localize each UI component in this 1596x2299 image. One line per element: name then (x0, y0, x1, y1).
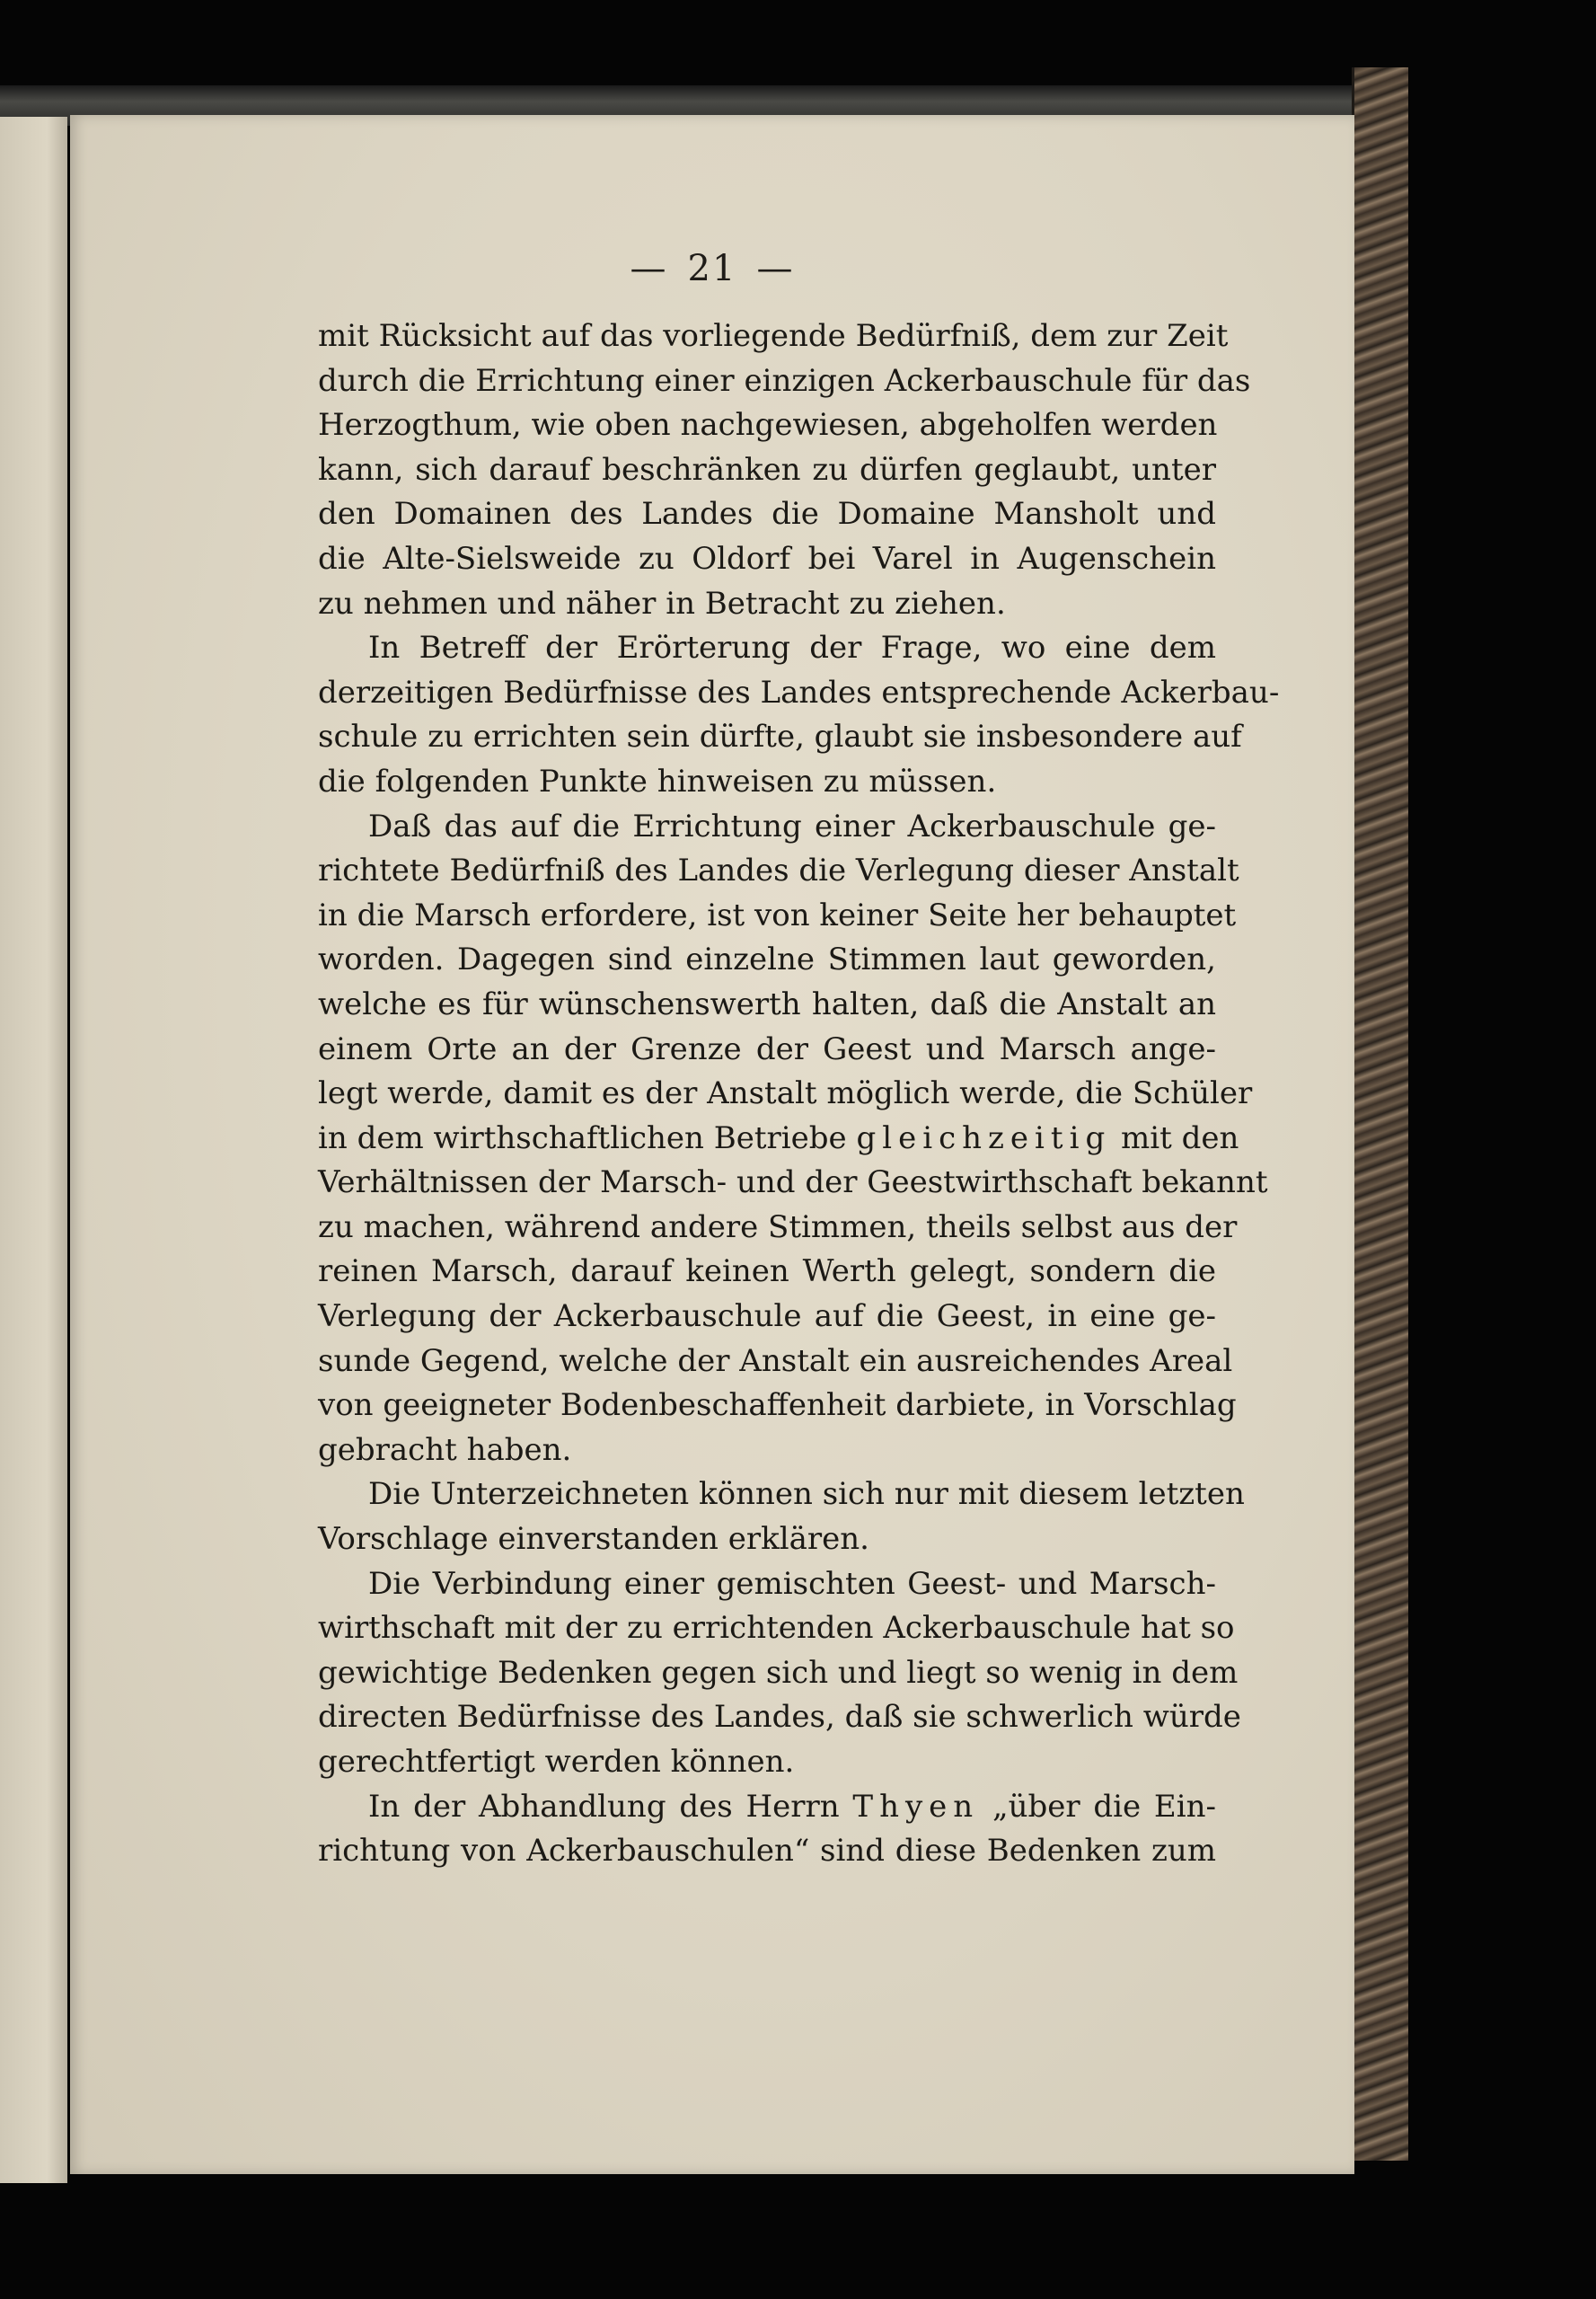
text-line: derzeitigen Bedürfnisse des Landes entsprechende Ackerbau- (318, 674, 1280, 711)
text-line: Die Verbindung einer gemischten Geest- und Marsch- (368, 1565, 1216, 1602)
text-segment: „über die Ein- (992, 1788, 1216, 1825)
text-line: den Domainen des Landes die Domaine Mansholt und (318, 496, 1216, 533)
text-line: in die Marsch erfordere, ist von keiner Seite her behauptet (318, 897, 1237, 933)
text-line: einem Orte an der Grenze der Geest und Marsch ange- (318, 1030, 1216, 1067)
text-line: legt werde, damit es der Anstalt möglich werde, die Schüler (318, 1075, 1253, 1112)
text-line-with-emphasis (318, 1785, 1216, 1830)
page-number-header (70, 248, 1354, 289)
text-segment: In der Abhandlung des Herrn (368, 1788, 840, 1825)
text-line: die Alte-Sielsweide zu Oldorf bei Varel in Augenschein (318, 540, 1216, 577)
text-line: Daß das auf die Errichtung einer Ackerbauschule ge- (368, 808, 1216, 844)
text-line: sunde Gegend, welche der Anstalt ein ausreichendes Areal (318, 1342, 1233, 1379)
text-line-with-emphasis (318, 1117, 1239, 1162)
text-line: Verhältnissen der Marsch- und der Geestwirthschaft bekannt (318, 1164, 1268, 1201)
text-line: gerechtfertigt werden können. (318, 1744, 795, 1780)
text-line: richtete Bedürfniß des Landes die Verlegung dieser Anstalt (318, 853, 1239, 889)
text-line: Vorschlage einverstanden erklären. (318, 1521, 869, 1558)
facing-page-edge (0, 117, 67, 2183)
text-line: Verlegung der Ackerbauschule auf die Geest, in eine ge- (318, 1298, 1216, 1335)
page-number-dash-right: — (756, 248, 795, 289)
text-line: welche es für wünschenswerth halten, daß die Anstalt an (318, 986, 1216, 1022)
text-line: richtung von Ackerbauschulen“ sind diese Bedenken zum (318, 1833, 1216, 1870)
text-line: von geeigneter Bodenbeschaffenheit darbiete, in Vorschlag (318, 1387, 1237, 1424)
text-line: In Betreff der Erörterung der Frage, wo eine dem (368, 630, 1216, 667)
text-line: kann, sich darauf beschränken zu dürfen geglaubt, unter (318, 451, 1216, 488)
text-segment: mit den (1121, 1119, 1239, 1156)
page-number-dash-left: — (630, 248, 668, 289)
text-line: schule zu errichten sein dürfte, glaubt sie insbesondere auf (318, 719, 1242, 756)
text-line: durch die Errichtung einer einzigen Ackerbauschule für das (318, 362, 1251, 399)
body-text (318, 314, 1280, 1874)
text-line: zu nehmen und näher in Betracht zu ziehen. (318, 585, 1006, 622)
page-number: 21 (687, 248, 737, 289)
text-line: wirthschaft mit der zu errichtenden Ackerbauschule hat so (318, 1610, 1235, 1647)
emphasized-name: Thyen (852, 1788, 980, 1825)
text-line: gebracht haben. (318, 1431, 572, 1468)
text-segment: in dem wirthschaftlichen Betriebe (318, 1119, 847, 1156)
book-page (70, 115, 1354, 2174)
text-line: directen Bedürfnisse des Landes, daß sie schwerlich würde (318, 1699, 1241, 1736)
text-line: worden. Dagegen sind einzelne Stimmen laut geworden, (318, 942, 1216, 978)
emphasized-word: gleichzeitig (856, 1119, 1112, 1156)
text-line: reinen Marsch, darauf keinen Werth gelegt, sondern die (318, 1253, 1216, 1290)
text-line: mit Rücksicht auf das vorliegende Bedürfniß, dem zur Zeit (318, 318, 1229, 354)
marbled-page-edge (1352, 67, 1408, 2161)
text-line: gewichtige Bedenken gegen sich und liegt so wenig in dem (318, 1654, 1239, 1691)
text-line: die folgenden Punkte hinweisen zu müssen. (318, 763, 997, 800)
text-line: zu machen, während andere Stimmen, theils selbst aus der (318, 1208, 1238, 1245)
text-line: Die Unterzeichneten können sich nur mit diesem letzten (368, 1476, 1245, 1513)
text-line: Herzogthum, wie oben nachgewiesen, abgeholfen werden (318, 407, 1218, 444)
